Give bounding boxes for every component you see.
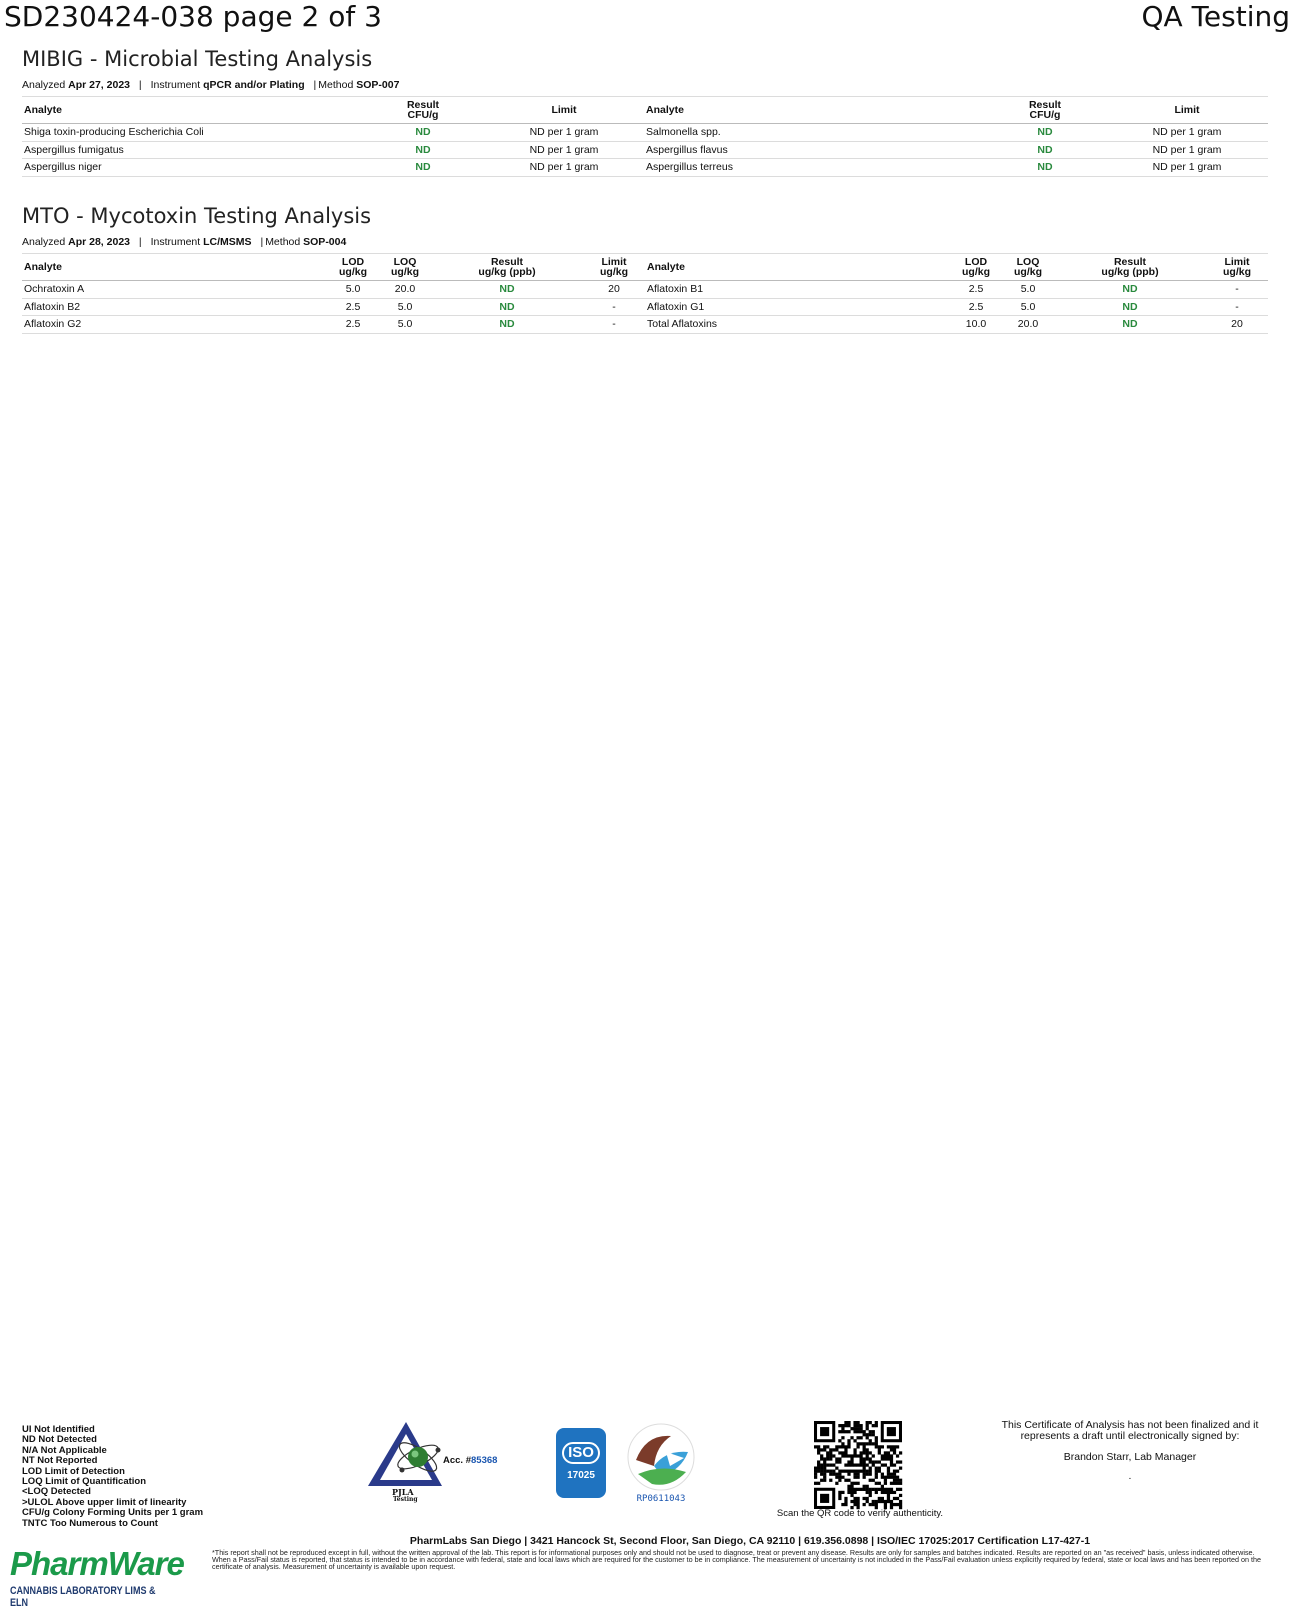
legend-item: TNTC Too Numerous to Count [22,1517,158,1529]
loq-value: 5.0 [379,316,431,334]
analyte-name: Shiga toxin-producing Escherichia Coli [22,124,362,142]
result-value: ND [362,159,484,177]
pharmware-name: PharmWare [10,1545,184,1582]
page-header [4,0,1290,36]
result-value: ND [362,141,484,159]
result-value: ND [984,141,1106,159]
analyzed-label: Analyzed [22,79,66,91]
result-value: ND [431,281,583,299]
lod-value: 2.5 [327,298,379,316]
col-limit: Limit [1106,97,1268,124]
result-value: ND [431,298,583,316]
analyte-name: Total Aflatoxins [645,316,950,334]
limit-value: ND per 1 gram [484,124,644,142]
disclaimer: *This report shall not be reproduced except in full, without the written approval of the lab. This report is for informational purposes only and should not be used to diagnose, treat or prevent any disease. Results are only for samples and batches indicated. Results are reported on an "as received" basis, unless indicated otherwise. When a Pass/Fail status is reported, that status is intended to be in accordance with federal, state and local laws which are required for the customer to be in compliance. The measurement of uncertainty is not included in the Pass/Fail evaluation unless explicitly required by federal, state or local laws and has been reported on the certificate of analysis. Measurement of uncertainty is available upon request. [212,1548,1262,1572]
mycotoxin-section [22,204,1268,334]
dea-seal-icon [626,1422,696,1492]
loq-value: 20.0 [1002,316,1054,334]
limit-value: 20 [1206,316,1268,334]
col-analyte: Analyte [22,254,327,281]
report-id: SD230424-038 page 2 of 3 [4,0,382,33]
limit-value: ND per 1 gram [484,159,644,177]
legend-item: CFU/g Colony Forming Units per 1 gram [22,1507,204,1519]
microbial-table [22,96,1268,177]
loq-value: 5.0 [379,298,431,316]
analyte-name: Aflatoxin B2 [22,298,327,316]
limit-value: 20 [583,281,645,299]
col-lod: LOD ug/kg [327,254,379,281]
analyte-name: Aflatoxin B1 [645,281,950,299]
result-value: ND [1054,316,1206,334]
method-value: SOP-007 [356,79,400,91]
analyte-name: Salmonella spp. [644,124,984,142]
limit-value: - [583,298,645,316]
legend-item: LOD Limit of Detection [22,1465,125,1477]
iso-badge [556,1428,606,1498]
analyzed-date: Apr 27, 2023 [68,79,130,91]
analyte-name: Aspergillus terreus [644,159,984,177]
dea-seal [626,1422,696,1510]
lod-value: 2.5 [327,316,379,334]
col-limit: Limit ug/kg [583,254,645,281]
method-label: Method [318,79,354,91]
iso-label: ISO [568,1444,594,1461]
instrument-label: Instrument [150,79,201,91]
col-lod: LOD ug/kg [950,254,1002,281]
result-value: ND [1054,281,1206,299]
col-limit: Limit [484,97,644,124]
lod-value: 2.5 [950,281,1002,299]
lod-value: 2.5 [950,298,1002,316]
analyte-name: Aspergillus flavus [644,141,984,159]
analyte-name: Aspergillus niger [22,159,362,177]
microbial-meta: Analyzed Apr 27, 2023 | Instrument qPCR and/or Plating | Method SOP-007 [22,79,400,91]
legend-item: <LOQ Detected [22,1486,91,1498]
mycotoxin-table [22,253,1268,334]
result-value: ND [362,124,484,142]
loq-value: 5.0 [1002,281,1054,299]
qr-caption: Scan the QR code to verify authenticity. [776,1508,944,1519]
table-row [22,124,1268,142]
limit-value: - [583,316,645,334]
dea-registration: RP0611043 [636,1494,686,1504]
brand-name: QA Testing [1141,0,1290,33]
legend-item: UI Not Identified [22,1424,95,1435]
microbial-title: MIBIG - Microbial Testing Analysis [22,47,373,71]
pharmware-logo [10,1545,195,1609]
certificate-text: This Certificate of Analysis has not been finalized and it represents a draft until electronically signed by: [1001,1419,1259,1442]
col-limit: Limit ug/kg [1206,254,1268,281]
lod-value: 5.0 [327,281,379,299]
table-row [22,159,1268,177]
table-row [22,316,1268,334]
loq-value: 20.0 [379,281,431,299]
mycotoxin-title: MTO - Mycotoxin Testing Analysis [22,204,372,228]
qr-code-icon[interactable] [814,1421,902,1509]
limit-value: ND per 1 gram [484,141,644,159]
pjla-sub: Testing [393,1496,418,1503]
method-value: SOP-004 [303,236,347,248]
limit-value: - [1206,281,1268,299]
limit-value: ND per 1 gram [1106,159,1268,177]
microbial-section [22,47,1268,177]
result-value: ND [1054,298,1206,316]
analyte-name: Ochratoxin A [22,281,327,299]
limit-value: ND per 1 gram [1106,124,1268,142]
legend-item: LOQ Limit of Quantification [22,1476,147,1488]
lod-value: 10.0 [950,316,1002,334]
col-result: Result CFU/g [362,97,484,124]
col-analyte: Analyte [645,254,950,281]
result-value: ND [431,316,583,334]
abbreviation-legend [22,1425,203,1529]
qr-code[interactable] [814,1421,902,1509]
table-row [22,281,1268,299]
col-loq: LOQ ug/kg [1002,254,1054,281]
result-value: ND [984,159,1106,177]
signature-placeholder: . [1128,1470,1132,1482]
limit-value: - [1206,298,1268,316]
method-label: Method [265,236,301,248]
instrument-value: LC/MSMS [203,236,252,248]
legend-item: >ULOL Above upper limit of linearity [22,1496,187,1508]
iso-number: 17025 [567,1470,595,1481]
col-result: Result CFU/g [984,97,1106,124]
signer-name: Brandon Starr, Lab Manager [1063,1451,1197,1463]
mycotoxin-meta: Analyzed Apr 28, 2023 | Instrument LC/MSMS | Method SOP-004 [22,236,347,248]
analyte-name: Aspergillus fumigatus [22,141,362,159]
instrument-label: Instrument [150,236,201,248]
loq-value: 5.0 [1002,298,1054,316]
legend-item: N/A Not Applicable [22,1444,107,1456]
col-loq: LOQ ug/kg [379,254,431,281]
result-value: ND [984,124,1106,142]
legend-item: NT Not Reported [22,1455,98,1467]
analyzed-date: Apr 28, 2023 [68,236,130,248]
legend-item: ND Not Detected [22,1434,97,1446]
table-header-row [22,254,1268,281]
col-analyte: Analyte [644,97,984,124]
analyte-name: Aflatoxin G2 [22,316,327,334]
lab-address: PharmLabs San Diego | 3421 Hancock St, Second Floor, San Diego, CA 92110 | 619.356.0898 | ISO/IEC 17025:2017 Certification L17-427-1 [409,1535,1091,1547]
instrument-value: qPCR and/or Plating [203,79,305,91]
pjla-name: PJLA [392,1487,414,1497]
table-row [22,141,1268,159]
col-result: Result ug/kg (ppb) [431,254,583,281]
pharmware-tagline: CANNABIS LABORATORY LIMS & ELN [10,1585,156,1609]
table-row [22,298,1268,316]
table-header-row [22,97,1268,124]
col-result: Result ug/kg (ppb) [1054,254,1206,281]
pjla-logo [366,1420,506,1502]
certificate-notice [985,1420,1275,1482]
pjla-acc-number: Acc. #85368 [443,1455,498,1466]
limit-value: ND per 1 gram [1106,141,1268,159]
col-analyte: Analyte [22,97,362,124]
analyzed-label: Analyzed [22,236,66,248]
analyte-name: Aflatoxin G1 [645,298,950,316]
